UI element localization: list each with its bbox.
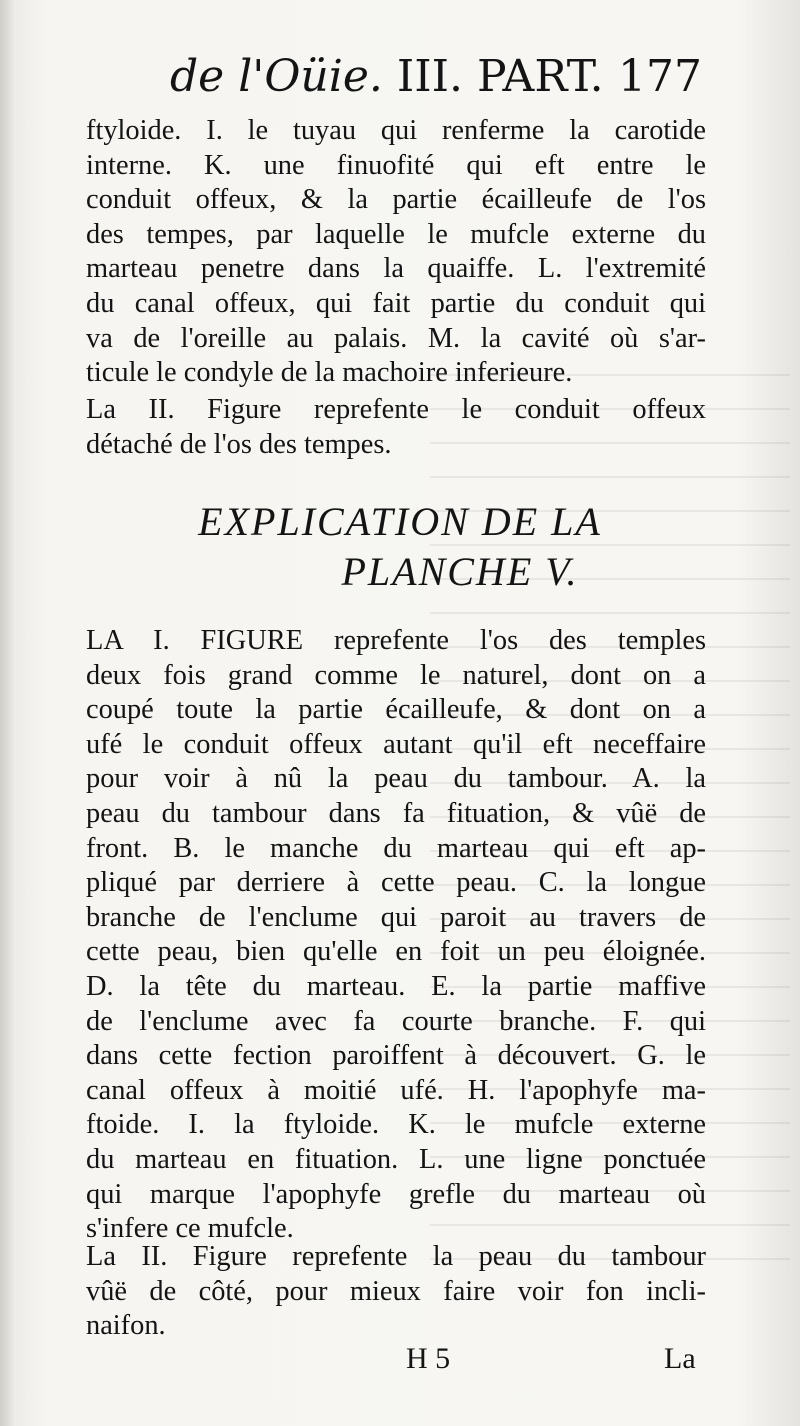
text-line: La II. Figure reprefente le conduit offeux	[86, 394, 706, 425]
text-line: interne. K. une finuofité qui eft entre le	[86, 149, 706, 181]
text-line: front. B. le manche du marteau qui eft ap-	[86, 832, 706, 864]
text-line: conduit offeux, & la partie écailleufe de l'os	[86, 184, 706, 216]
text-line: pliqué par derriere à cette peau. C. la longue	[86, 867, 706, 899]
paragraph-3	[86, 624, 706, 1247]
header-part: III. PART.	[396, 51, 604, 102]
paragraph-2	[86, 393, 706, 462]
running-header	[170, 52, 730, 102]
text-line: vûë de côté, pour mieux faire voir fon incli-	[86, 1275, 706, 1307]
catchword: La	[664, 1342, 696, 1375]
text-line: deux fois grand comme le naturel, dont on a	[86, 659, 706, 691]
text-line: coupé toute la partie écailleufe, & dont on a	[86, 694, 706, 726]
paragraph-4	[86, 1240, 706, 1344]
text-line: marteau penetre dans la quaiffe. L. l'extremité	[86, 253, 706, 285]
text-line: LA I. FIGURE reprefente l'os des temples	[86, 625, 706, 656]
text-line: ufé le conduit offeux autant qu'il eft neceffaire	[86, 728, 706, 760]
text-line: cette peau, bien qu'elle en foit un peu éloignée.	[86, 936, 706, 968]
page-number: 177	[618, 51, 702, 102]
paragraph-1	[86, 114, 706, 391]
text-line: du marteau en fituation. L. une ligne ponctuée	[86, 1143, 706, 1175]
text-line: naifon.	[86, 1310, 166, 1342]
text-line: pour voir à nû la peau du tambour. A. la	[86, 763, 706, 795]
text-line: canal offeux à moitié ufé. H. l'apophyfe ma-	[86, 1074, 706, 1106]
header-title: de l'Oüie.	[170, 51, 383, 102]
text-line: ftyloide. I. le tuyau qui renferme la carotide	[86, 115, 706, 146]
text-line: dans cette fection paroiffent à découvert. G. le	[86, 1040, 706, 1072]
text-line: qui marque l'apophyfe grefle du marteau où	[86, 1178, 706, 1210]
text-line: détaché de l'os des tempes.	[86, 428, 392, 460]
text-line: s'infere ce mufcle.	[86, 1213, 294, 1245]
signature-mark: H 5	[406, 1342, 451, 1375]
text-line: des tempes, par laquelle le mufcle externe du	[86, 218, 706, 250]
text-line: de l'enclume avec fa courte branche. F. qui	[86, 1005, 706, 1037]
text-line: D. la tête du marteau. E. la partie maffive	[86, 970, 706, 1002]
text-line: ticule le condyle de la machoire inferieure.	[86, 357, 573, 389]
section-heading-line-2: PLANCHE V.	[341, 549, 579, 594]
text-line: ftoide. I. la ftyloide. K. le mufcle externe	[86, 1109, 706, 1141]
text-line: va de l'oreille au palais. M. la cavité où s'ar-	[86, 322, 706, 354]
text-line: peau du tambour dans fa fituation, & vûë de	[86, 797, 706, 829]
section-heading-line-1: EXPLICATION DE LA	[198, 499, 602, 544]
text-line: La II. Figure reprefente la peau du tambour	[86, 1241, 706, 1272]
text-line: du canal offeux, qui fait partie du conduit qui	[86, 287, 706, 319]
page-footer	[0, 1342, 800, 1382]
page-gutter	[0, 0, 16, 1426]
text-line: branche de l'enclume qui paroit au travers de	[86, 901, 706, 933]
